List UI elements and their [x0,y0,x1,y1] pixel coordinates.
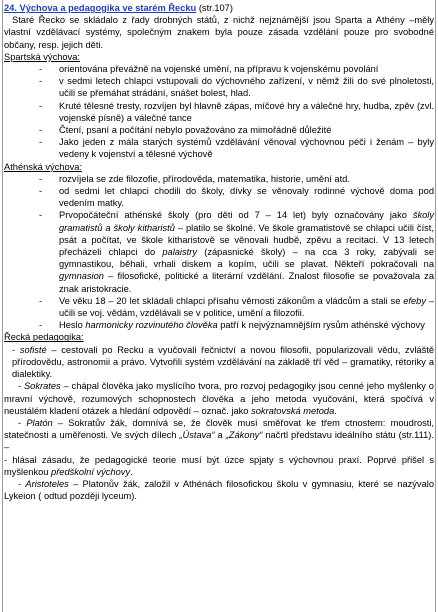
greek-pedagogy-paragraph [4,454,434,478]
italic-term: sokratovská metoda [251,405,335,416]
athens-item [59,209,434,294]
athens-list [4,173,434,332]
sparta-item: - Čtení, psaní a počítání nebylo považováno za mimořádně důležité [59,124,434,136]
italic-term: harmonicky rozvinutého člověka [85,320,218,331]
text-run: načrtl představu ideálního státu (str.111). – [4,430,434,453]
athens-item [59,295,434,319]
italic-term: Sokrates [23,381,61,392]
greek-pedagogy-paragraph [4,380,434,417]
athens-item [59,185,434,209]
text-run: rozvíjela se zde filozofie, přírodověda, matematika, historie, umění atd. [59,173,350,184]
italic-term: Aristoteles [25,478,69,489]
italic-term: Platón [26,417,53,428]
text-run: (zápasnické školy) – na cca 3 roky, zabývali se gymnastikou, běhali, vrhali diskem a kopím, učili se plavat. Někteří pokračovali na [59,247,434,270]
text-run: - [18,478,26,489]
text-run: Prvopočáteční athénské školy (pro děti od 7 – 14 let) byly označovány jako [59,210,413,221]
text-run: – cestovali po Recku a vyučovali řečnictví a novou filosofii, popularizovali vědu, zvláště přírodovědu, astronomii a právo. Vytvořili systém vzdělávání na základě tří věd – gramatiky, rétoriky a dialektiky. [12,344,434,380]
text-run: – platilo se školné. Ve škole gramatistově se chlapci učili číst, psát a počítat, ve škole kitharistově se věnovali hudbě, zpěvu a recitaci. V 13 letech přecházeli chlapci do [59,222,434,258]
greek-pedagogy-paragraph [4,417,434,454]
page-border-left [2,0,3,612]
italic-term: gymnasion [59,271,104,282]
text-run: – chápal člověka jako myslícího tvora, pro rozvoj pedagogiky jsou cenné jeho myšlenky o mravní výchově, rozumových schopnostech člověka a jeho metoda vyučování, která spočívá v neustálém kladení otázek a hledání odpovědí – označ. jako [4,381,434,416]
text-run: – Platonův žák, založil v Athénách filosofickou školu v gymnasiu, které se nazývalo Lykeion ( odtud později lyceum). [4,478,434,502]
text-run: - [18,417,27,428]
page-border-right [435,0,436,612]
sparta-list [4,63,434,161]
greek-pedagogy-heading: Řecká pedagogika: [4,332,84,343]
text-run: Ve věku 18 – 20 let skládali chlapci přísahu věrnosti zákonům a vládcům a stali se [59,295,404,306]
text-run: . [334,405,337,416]
intro-paragraph: Staré Řecko se skládalo z řady drobných států, z nichž nejznámější jsou Sparta a Athény –měly vlastní vzdělávací systémy, společným znakem byla pouze zásada vzdělání pouze pro svobodné občany, resp. jejich děti. [4,15,434,50]
italic-term: „Zákony“ [225,430,263,441]
text-run: – učili se voj. vědám, vzdělávali se v politice, umění a filozofii. [59,295,434,319]
title-page-reference: (str.107) [198,3,233,13]
sparta-item: - orientována převážně na vojenské umění, na přípravu k vojenskému povolání [59,63,434,75]
athens-item [59,173,434,185]
text-run: . [130,466,133,477]
italic-term: sofisté [19,344,47,355]
greek-pedagogy-body [4,344,434,503]
greek-pedagogy-paragraph [4,344,434,381]
title-line [4,2,434,14]
athens-item [59,319,434,331]
sparta-item: - Kruté tělesné tresty, rozvíjen byl hlavně zápas, míčové hry a válečné hry, hudba, zpěv (zvl. vojenské písně) a válečné tance [59,100,434,124]
sparta-heading: Spartská výchova: [4,51,80,62]
text-run: – filosofické, politické a literární vzdělání. Znalost filosofie se považovala za znak aristokracie. [59,271,434,294]
text-run: - [18,381,24,392]
sparta-item: - Jako jeden z mála starých systémů vzdělávání věnoval výchovnou péči i ženám – byly vedeny k vojenství a tělesné výchově [59,136,434,160]
italic-term: palaistry [162,247,197,258]
athens-heading: Athénská výchova: [4,161,83,172]
text-run: patří k nejvýznamnějším rysům athénské výchovy [217,320,425,331]
greek-pedagogy-paragraph [4,478,434,502]
document-title: 24. Výchova a pedagogika ve starém Řecku [4,3,197,13]
text-run: – Sokratův žák, domnívá se, že člověk musí směřovat ke třem ctnostem: moudrosti, statečnosti a uměřenosti. Ve svých dílech [4,417,434,441]
text-run: - hlásal zásadu, že pedagogické teorie musí být úzce spjaty s výchovnou praxí. Poprvé přišel s myšlenkou [4,454,434,477]
italic-term: „Ústava“ [179,430,215,441]
text-run: od sedmi let chlapci chodili do školy, dívky se věnovaly rodinné výchově doma pod vedením matky. [59,186,434,209]
text-run: Heslo [59,320,86,331]
sparta-item: - v sedmi letech chlapci vstupovali do výchovného zařízení, v němž žili do své plnoletosti, učili se přemáhat strádání, snášet bolest, hlad. [59,75,434,99]
italic-term: školy gramatistů a školy kitharistů [59,210,434,233]
italic-term: předškolní výchovy [51,466,131,477]
italic-term: efeby [403,295,426,306]
text-run: a [214,430,226,441]
text-run: - [12,344,20,355]
